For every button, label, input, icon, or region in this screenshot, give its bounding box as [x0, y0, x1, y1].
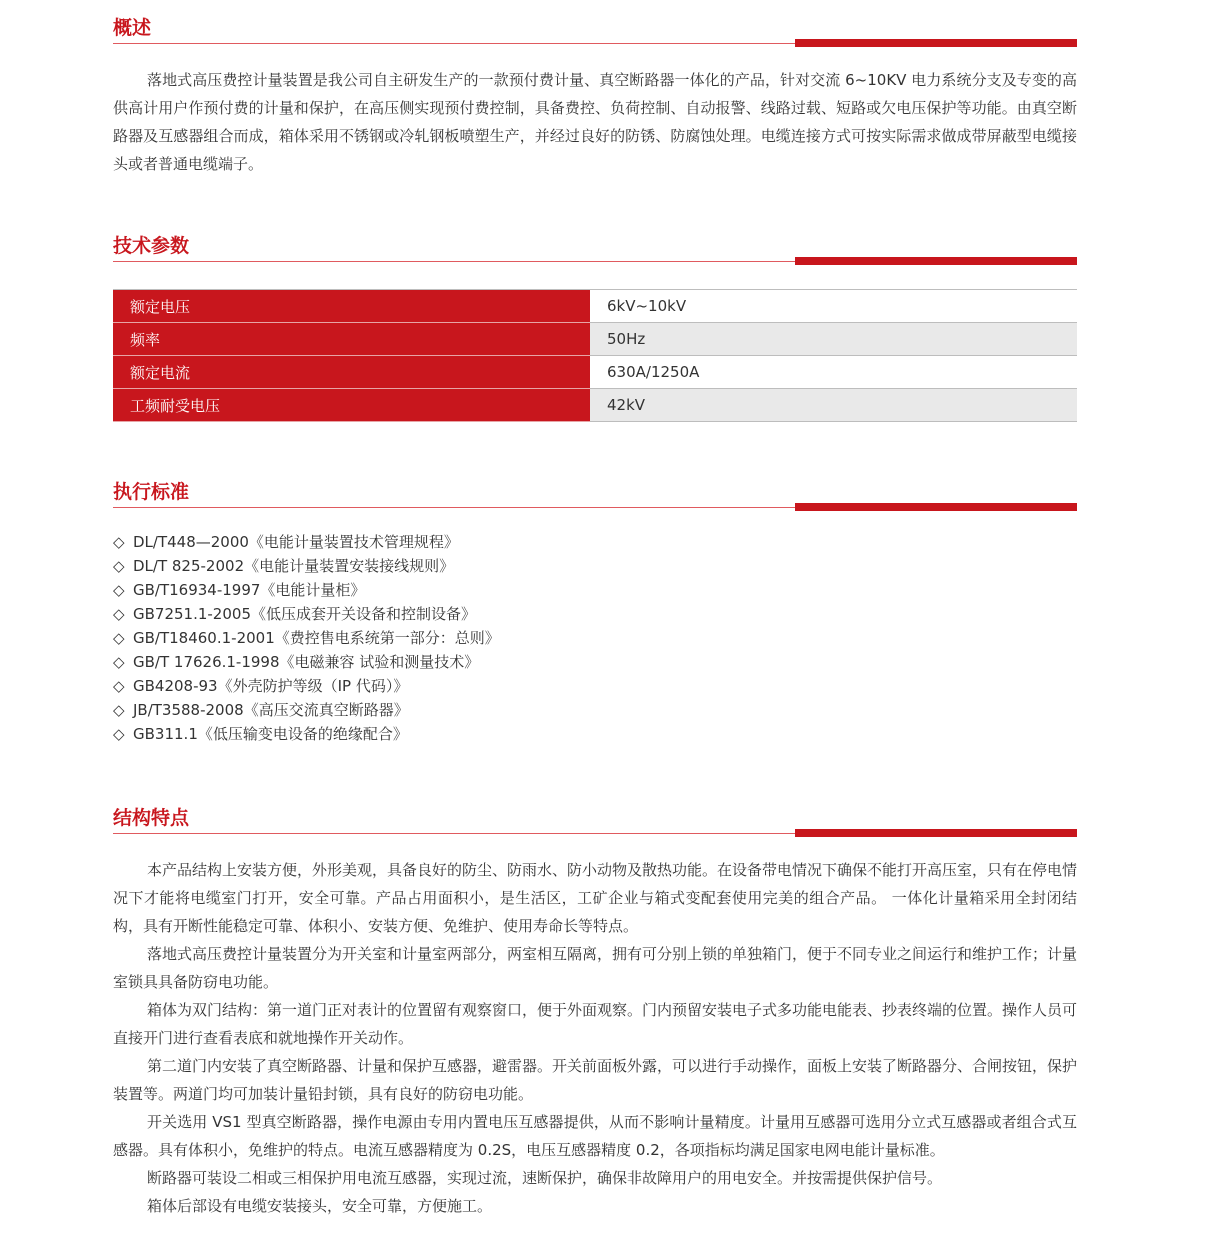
standard-text: GB/T18460.1-2001《费控售电系统第一部分：总则》 — [133, 629, 500, 647]
structure-section — [113, 806, 1077, 1220]
list-item — [113, 530, 1077, 554]
standard-text: GB311.1《低压输变电设备的绝缘配合》 — [133, 725, 408, 743]
standard-text: GB/T 17626.1-1998《电磁兼容 试验和测量技术》 — [133, 653, 480, 671]
spec-label: 额定电压 — [113, 290, 590, 323]
list-item — [113, 674, 1077, 698]
diamond-bullet-icon: ◇ — [113, 533, 125, 551]
standard-text: GB/T16934-1997《电能计量柜》 — [133, 581, 366, 599]
tech-params-title: 技术参数 — [113, 235, 190, 257]
spec-label: 额定电流 — [113, 356, 590, 389]
structure-paragraph: 开关选用 VS1 型真空断路器，操作电源由专用内置电压互感器提供，从而不影响计量精度。计量用互感器可选用分立式互感器或者组合式互感器。具有体积小，免维护的特点。电流互感器精度为 0.2S，电压互感器精度 0.2，各项指标均满足国家电网电能计量标准。 — [113, 1113, 1077, 1159]
spec-value: 50Hz — [590, 323, 1077, 356]
spec-value: 6kV~10kV — [590, 290, 1077, 323]
list-item — [113, 698, 1077, 722]
spec-value: 42kV — [590, 389, 1077, 422]
standards-title: 执行标准 — [113, 481, 190, 503]
table-row — [113, 323, 1077, 356]
standard-text: GB7251.1-2005《低压成套开关设备和控制设备》 — [133, 605, 476, 623]
structure-paragraph: 第二道门内安装了真空断路器、计量和保护互感器，避雷器。开关前面板外露，可以进行手动操作，面板上安装了断路器分、合闸按钮，保护装置等。两道门均可加装计量铅封锁，具有良好的防窃电功能。 — [113, 1057, 1078, 1103]
structure-paragraph: 断路器可装设二相或三相保护用电流互感器，实现过流，速断保护，确保非故障用户的用电安全。并按需提供保护信号。 — [147, 1169, 943, 1187]
overview-section — [113, 16, 1077, 178]
spec-value: 630A/1250A — [590, 356, 1077, 389]
table-row — [113, 356, 1077, 389]
structure-paragraph: 落地式高压费控计量装置分为开关室和计量室两部分，两室相互隔离，拥有可分别上锁的单独箱门，便于不同专业之间运行和维护工作；计量室锁具具备防窃电功能。 — [113, 945, 1078, 991]
spec-label: 工频耐受电压 — [113, 389, 590, 422]
diamond-bullet-icon: ◇ — [113, 725, 125, 743]
structure-paragraph: 本产品结构上安装方便，外形美观，具备良好的防尘、防雨水、防小动物及散热功能。在设备带电情况下确保不能打开高压室，只有在停电情况下才能将电缆室门打开，安全可靠。产品占用面积小，是生活区，工矿企业与箱式变配套使用完美的组合产品。 一体化计量箱采用全封闭结构，具有开断性能稳定可靠、体积小、安装方便、免维护、使用寿命长等特点。 — [113, 861, 1078, 935]
list-item — [113, 650, 1077, 674]
standard-text: DL/T448—2000《电能计量装置技术管理规程》 — [133, 533, 459, 551]
tech-params-section — [113, 234, 1077, 422]
diamond-bullet-icon: ◇ — [113, 653, 125, 671]
section-accent-bar — [795, 39, 1077, 47]
diamond-bullet-icon: ◇ — [113, 701, 125, 719]
structure-paragraph: 箱体后部设有电缆安装接头，安全可靠，方便施工。 — [147, 1197, 493, 1215]
tech-params-header — [113, 234, 1077, 262]
section-accent-bar — [795, 503, 1077, 511]
standards-header — [113, 480, 1077, 508]
list-item — [113, 554, 1077, 578]
overview-header — [113, 16, 1077, 44]
diamond-bullet-icon: ◇ — [113, 629, 125, 647]
standards-section — [113, 480, 1077, 746]
section-accent-bar — [795, 829, 1077, 837]
list-item — [113, 722, 1077, 746]
standard-text: GB4208-93《外壳防护等级（IP 代码）》 — [133, 677, 409, 695]
standard-text: JB/T3588-2008《高压交流真空断路器》 — [133, 701, 409, 719]
structure-body — [113, 856, 1077, 1220]
spec-label: 频率 — [113, 323, 590, 356]
standard-text: DL/T 825-2002《电能计量装置安装接线规则》 — [133, 557, 455, 575]
overview-title: 概述 — [113, 17, 152, 39]
diamond-bullet-icon: ◇ — [113, 581, 125, 599]
list-item — [113, 578, 1077, 602]
list-item — [113, 626, 1077, 650]
structure-title: 结构特点 — [113, 807, 190, 829]
diamond-bullet-icon: ◇ — [113, 677, 125, 695]
section-accent-bar — [795, 257, 1077, 265]
table-row — [113, 389, 1077, 422]
table-row — [113, 290, 1077, 323]
list-item — [113, 602, 1077, 626]
structure-header — [113, 806, 1077, 834]
diamond-bullet-icon: ◇ — [113, 605, 125, 623]
overview-text: 落地式高压费控计量装置是我公司自主研发生产的一款预付费计量、真空断路器一体化的产品，针对交流 6~10KV 电力系统分支及专变的高供高计用户作预付费的计量和保护，在高压侧实现预付费控制，具备费控、负荷控制、自动报警、线路过载、短路或欠电压保护等功能。由真空断路器及互感器组合而成，箱体采用不锈钢或冷轧钢板喷塑生产，并经过良好的防锈、防腐蚀处理。电缆连接方式可按实际需求做成带屏蔽型电缆接头或者普通电缆端子。 — [113, 71, 1077, 173]
structure-paragraph: 箱体为双门结构：第一道门正对表计的位置留有观察窗口，便于外面观察。门内预留安装电子式多功能电能表、抄表终端的位置。操作人员可直接开门进行查看表底和就地操作开关动作。 — [113, 1001, 1078, 1047]
standards-list — [113, 530, 1077, 746]
diamond-bullet-icon: ◇ — [113, 557, 125, 575]
spec-table — [113, 289, 1077, 422]
